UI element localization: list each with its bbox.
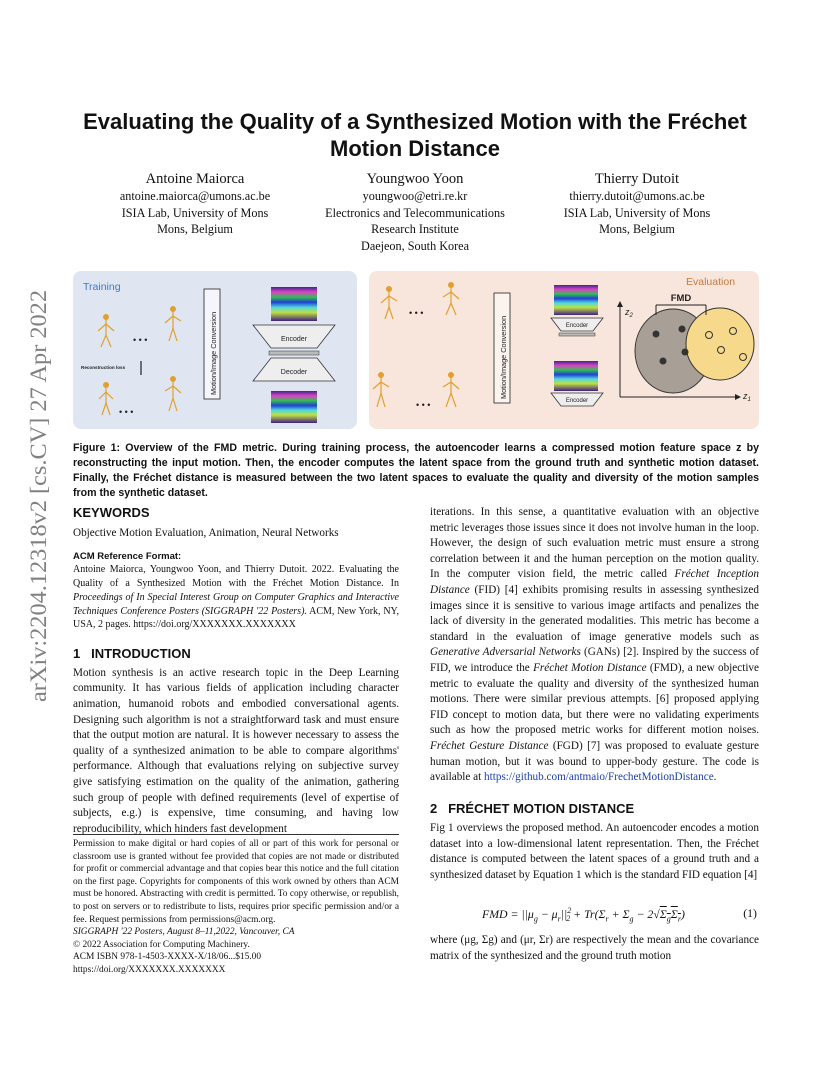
motion-image-icon xyxy=(271,391,317,423)
permission-text: Permission to make digital or hard copies of all or part of this work for personal or classroom use is granted without fee provided that copies are not made or distributed for profit or commercial advantage and that copies bear this notice and the full citation on the first page. Copyrights for components of this work owned by others than ACM must be honored. Abstracting with credit is permitted. To copy otherwise, or republish, to post on servers or to redistribute to lists, requires prior specific permission and/or a fee. Request permissions from permissions@acm.org. xyxy=(73,839,399,925)
arxiv-stamp-text: arXiv:2204.12318v2 [cs.CV] 27 Apr 2022 xyxy=(26,312,51,702)
encoder-label: Encoder xyxy=(280,336,308,343)
section-2-heading xyxy=(430,801,759,817)
latent-point xyxy=(730,328,737,335)
author-name: Antoine Maiorca xyxy=(145,171,245,187)
author-email: youngwoo@etri.re.kr xyxy=(362,189,468,203)
author-location: Mons, Belgium xyxy=(599,222,675,236)
isbn-line: ACM ISBN 978-1-4503-XXXX-X/18/06...$15.00 xyxy=(73,952,262,963)
author-block-2 xyxy=(300,170,530,254)
author-affiliation: ISIA Lab, University of Mons xyxy=(121,205,269,220)
motion-image-icon xyxy=(554,361,598,391)
intro-continued-paragraph: iterations. In this sense, a quantitative evaluation with an objective metric leverages those issues since it does not involve human in the loop. However, the design of such evaluation metric must ensure a strong correlation between it and the human perception on the motion quality. In the computer vision field, the metric called Fréchet Inception Distance (FID) [4] exhibits promising results in assessing synthesized images since it is sensitive to various image artifacts and penalizes the lack of diversity in the generated modalities. This metric has become a standard in the evaluation of image generative models such as Generative Adversarial Networks (GANs) [2]. Inspired by the success of FID, we introduce the Fréchet Motion Distance (FMD), a new objective metric to evaluate the quality and diversity of the synthesized human motions. There were similar previous attempts. [6] proposed applying FID concept to motion data, but there were no validating experiments such as how the proposed metric works for different motion noises. Fréchet Gesture Distance (FGD) [7] was proposed to evaluate gesture human motion, but it was bound to upper-body gesture. The code is available at https://github.com/antmaio/FrechetMotionDistance. xyxy=(430,506,759,784)
z1-axis-label: $z_1$ xyxy=(743,391,751,403)
reconstruction-loss-label: Reconstruction loss xyxy=(81,365,126,370)
keywords-heading: KEYWORDS xyxy=(73,505,150,520)
author-block-1 xyxy=(95,170,295,238)
evaluation-title: Evaluation xyxy=(686,276,736,288)
permission-notice xyxy=(73,838,399,977)
term-fid: Fréchet Inception Distance xyxy=(430,568,759,596)
latent-point xyxy=(682,349,689,356)
latent-point xyxy=(679,326,686,333)
decoder-label: Decoder xyxy=(280,369,308,376)
acm-ref-text: Antoine Maiorca, Youngwoo Yoon, and Thierry Dutoit. 2022. Evaluating the Quality of a Synthesized Motion with the Fréchet Motion Distance. In xyxy=(73,564,399,589)
latent-point xyxy=(718,347,725,354)
acm-ref-venue: Proceedings of In Special Interest Group on Computer Graphics and Interactive Techniques Conference Posters (SIGGRAPH '22 Posters). xyxy=(73,591,399,617)
conference-line: SIGGRAPH '22 Posters, August 8–11,2022, Vancouver, CA xyxy=(73,927,295,938)
equation-number: (1) xyxy=(743,906,757,920)
right-column xyxy=(430,505,759,884)
copyright-line: © 2022 Association for Computing Machinery. xyxy=(73,939,250,950)
author-email: thierry.dutoit@umons.ac.be xyxy=(569,189,705,203)
encoder-label: Encoder xyxy=(565,323,589,329)
ellipsis-dots: • • • xyxy=(416,400,431,410)
z2-axis-label: $z_2$ xyxy=(625,307,633,319)
conversion-label: Motion/Image Conversion xyxy=(209,311,218,395)
author-affiliation: Electronics and Telecommunications xyxy=(325,205,505,220)
paper-title: Evaluating the Quality of a Synthesized Motion with the Fréchet Motion Distance xyxy=(83,109,747,161)
training-title: Training xyxy=(83,281,121,293)
term-fgd: Fréchet Gesture Distance xyxy=(430,739,549,752)
motion-image-icon xyxy=(271,287,317,321)
author-block-3 xyxy=(537,170,737,238)
keywords-text: Objective Motion Evaluation, Animation, Neural Networks xyxy=(73,526,339,539)
footnote-rule xyxy=(73,834,399,835)
ellipsis-dots: • • • xyxy=(119,407,134,417)
section-number: 1 xyxy=(73,646,81,662)
author-name: Thierry Dutoit xyxy=(594,171,680,187)
figure-fmd-overview xyxy=(73,271,759,429)
intro-heading xyxy=(73,646,399,662)
equation-body: FMD = $||\mu_g - \mu_r||^2_2 + Tr(\Sigma_r + \Sigma_g - 2√\Sigma_g\Sigma_r)$ xyxy=(482,906,685,924)
author-email: antoine.maiorca@umons.ac.be xyxy=(119,189,271,203)
ellipsis-dots: • • • xyxy=(409,308,424,318)
latent-point xyxy=(740,354,747,361)
acm-ref-doi: ACM, New York, NY, USA, 2 pages. https://doi.org/XXXXXXX.XXXXXXX xyxy=(73,605,399,631)
term-gan: Generative Adversarial Networks xyxy=(430,646,581,659)
fmd-label: FMD xyxy=(670,293,692,304)
ellipsis-dots: • • • xyxy=(133,335,148,345)
author-location: Mons, Belgium xyxy=(157,222,233,236)
conversion-label: Motion/Image Conversion xyxy=(499,315,508,399)
author-affiliation: ISIA Lab, University of Mons xyxy=(563,205,711,220)
acm-reference xyxy=(73,563,399,632)
doi-line: https://doi.org/XXXXXXX.XXXXXXX xyxy=(73,964,226,975)
latent-point xyxy=(706,332,713,339)
encoder-label: Encoder xyxy=(565,398,589,404)
section-number: 2 xyxy=(430,800,438,816)
acm-ref-heading: ACM Reference Format: xyxy=(73,551,182,563)
latent-bar xyxy=(559,333,595,336)
figure-caption: Figure 1: Overview of the FMD metric. During training process, the autoencoder learns a compressed motion feature space z by reconstructing the input motion. Then, the encoder computes the latent space from the ground truth and synthetic motion dataset. Finally, the Fréchet distance is measured between the two latent spaces to evaluate the quality and diversity of the motion samples from the synthetic dataset. xyxy=(73,442,759,499)
section-title: INTRODUCTION xyxy=(91,646,191,662)
code-repository-link[interactable]: https://github.com/antmaio/FrechetMotionDistance xyxy=(484,771,714,784)
latent-bar xyxy=(269,351,319,355)
term-fmd: Fréchet Motion Distance xyxy=(533,661,647,674)
latent-point xyxy=(660,358,667,365)
equation-explanation: where (μg, Σg) and (μr, Σr) are respectively the mean and the covariance matrix of the synthesized and the ground truth motion xyxy=(430,934,759,962)
intro-paragraph: Motion synthesis is an active research topic in the Deep Learning community. It has various fields of application including character animation, humanoid robots and embodied conversational agents. Designing such algorithm is not a straightforward task and must ensure that the output motion are natural. It is however necessary to assess the quality of a synthesized animation to be able to compare algorithms' performance. Although that evaluations relying on subjective survey give satisfying estimation on the quality of the animation, gathering such group of people with defined requirements (level of expertise of subjects, e.g.) is expensive, time consuming, and having low reproducibility, which hinders fast development xyxy=(73,666,399,835)
section-2-paragraph: Fig 1 overviews the proposed method. An autoencoder encodes a motion dataset into a low-dimensional latent representation. Then, the Fréchet distance is computed between the latent spaces of a ground truth and a synthesized dataset by Equation 1 which is the standard FID equation [4] xyxy=(430,822,759,882)
synthetic-cluster xyxy=(686,308,754,380)
author-name: Youngwoo Yoon xyxy=(366,171,464,187)
arxiv-stamp xyxy=(18,286,54,706)
motion-image-icon xyxy=(554,285,598,315)
section-title: FRÉCHET MOTION DISTANCE xyxy=(448,800,635,816)
latent-point xyxy=(653,331,660,338)
left-column xyxy=(73,505,399,837)
author-location: Daejeon, South Korea xyxy=(361,238,469,253)
author-affiliation: Research Institute xyxy=(371,222,459,236)
